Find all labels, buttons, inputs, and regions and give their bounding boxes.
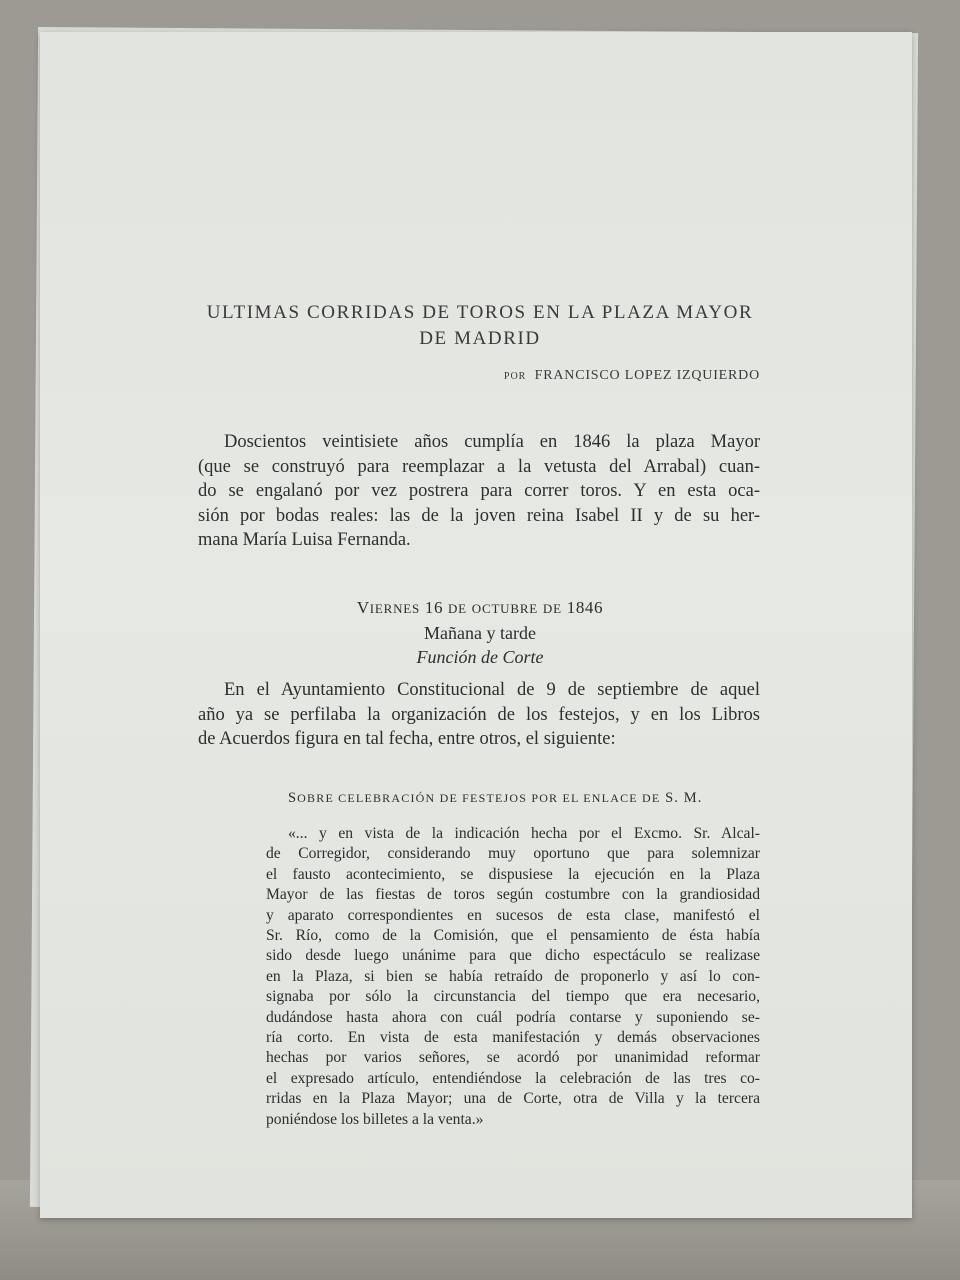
event-date-de: DE <box>542 601 562 616</box>
quote-line: el fausto acontecimiento, se dispusiese la ejecución en la Plaza <box>266 865 760 883</box>
byline-prefix: POR <box>503 371 527 382</box>
document-page <box>40 32 912 1218</box>
quote-line: dudándose hasta ahora con cuál podría contarse y suponiendo se- <box>266 1008 760 1026</box>
quote-line: «... y en vista de la indicación hecha por el Excmo. Sr. Alcal- <box>288 825 760 842</box>
body-line: En el Ayuntamiento Constitucional de 9 de septiembre de aquel <box>224 680 760 700</box>
quote-line: rridas en la Plaza Mayor; una de Corte, otra de Villa y la tercera <box>266 1090 760 1108</box>
byline-author: FRANCISCO LOPEZ IZQUIERDO <box>534 368 760 383</box>
quote-line: en la Plaza, si bien se había retraído de proponerlo y así lo con- <box>266 967 760 985</box>
intro-paragraph <box>198 430 760 553</box>
quote-line: ría corto. En vista de esta manifestación y demás observaciones <box>266 1029 760 1047</box>
title-line-1: ULTIMAS CORRIDAS DE TOROS EN LA PLAZA MAYOR <box>206 302 754 323</box>
event-date-initial: V <box>356 598 370 617</box>
intro-line: mana María Luisa Fernanda. <box>198 530 411 550</box>
quote-line: y aparato correspondientes en sucesos de esta clase, manifestó el <box>266 906 760 924</box>
quoted-minutes <box>266 824 760 1130</box>
quote-line: poniéndose los billetes a la venta.» <box>266 1110 484 1128</box>
event-heading <box>200 596 760 669</box>
quote-line: signaba por sólo la circunstancia del tiempo que era necesario, <box>266 988 760 1006</box>
intro-line: (que se construyó para reemplazar a la vetusta del Arrabal) cuan- <box>198 456 760 477</box>
byline <box>504 368 760 384</box>
body-paragraph <box>198 678 760 752</box>
quote-line: sido desde luego unánime para que dicho espectáculo se realizase <box>266 947 760 965</box>
event-date-month: OCTUBRE <box>471 601 539 616</box>
quote-line: el expresado artículo, entendiéndose la celebración de las tres co- <box>266 1069 760 1087</box>
quote-heading <box>288 790 702 807</box>
event-date-year: 1846 <box>566 598 604 617</box>
quote-line: Sr. Río, como de la Comisión, que el pensamiento de ésta había <box>266 927 760 945</box>
intro-line: do se engalanó por vez postrera para correr toros. Y en esta oca- <box>198 481 760 501</box>
body-line: año ya se perfilaba la organización de los festejos, y en los Libros <box>198 704 760 725</box>
article-title <box>100 300 860 352</box>
quote-line: Mayor de las fiestas de toros según costumbre con la grandiosidad <box>266 886 760 904</box>
event-date <box>200 596 760 621</box>
intro-line: Doscientos veintisiete años cumplía en 1846 la plaza Mayor <box>224 432 760 452</box>
intro-line: sión por bodas reales: las de la joven reina Isabel II y de su her- <box>198 505 760 526</box>
quote-heading-text: OBRE CELEBRACIÓN DE FESTEJOS POR EL ENLACE DE <box>297 791 661 805</box>
event-function: Función de Corte <box>416 647 544 667</box>
quote-heading-initial: S <box>288 790 298 806</box>
quote-line: de Corregidor, considerando muy oportuno que para solemnizar <box>266 845 760 863</box>
event-date-number: 16 <box>424 598 444 617</box>
quote-line: hechas por varios señores, se acordó por unanimidad reformar <box>266 1049 760 1067</box>
event-schedule: Mañana y tarde <box>424 623 536 643</box>
title-line-2: DE MADRID <box>419 328 541 349</box>
quote-heading-end: S. M. <box>665 790 703 806</box>
body-line: de Acuerdos figura en tal fecha, entre otros, el siguiente: <box>198 729 616 749</box>
event-date-day: IERNES <box>369 601 421 616</box>
event-date-de: DE <box>447 601 467 616</box>
